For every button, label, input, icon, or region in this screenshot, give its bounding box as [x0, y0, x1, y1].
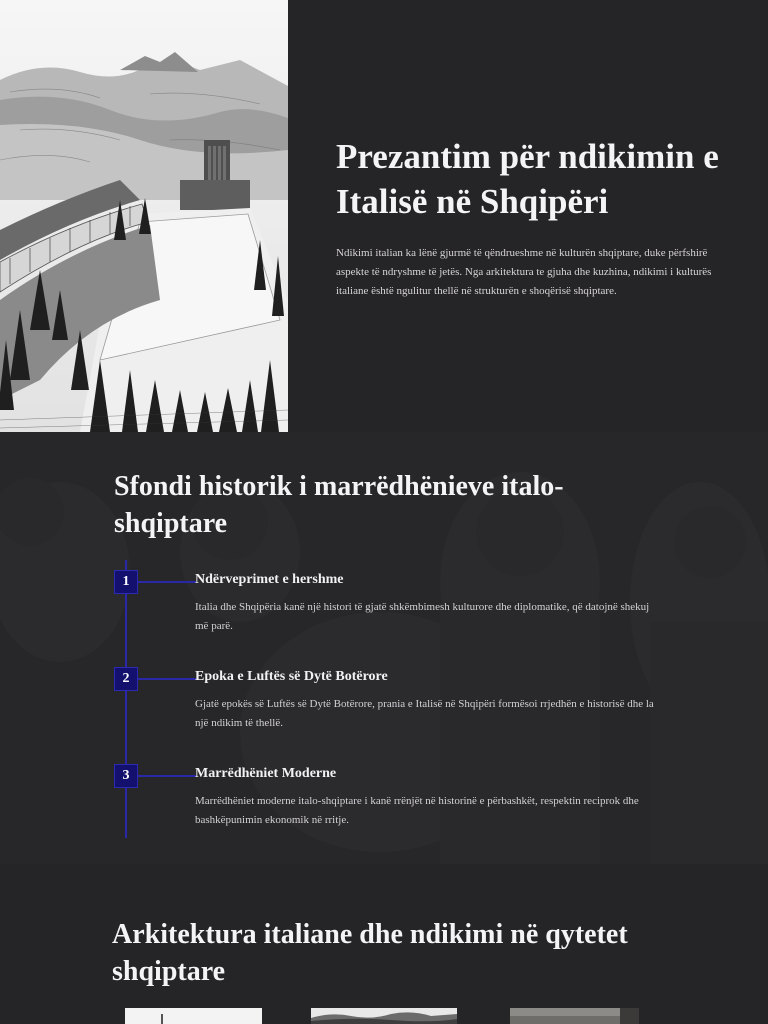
intro-section [0, 0, 768, 432]
timeline-connector [138, 581, 196, 583]
timeline-connector [138, 775, 196, 777]
timeline-number-badge: 2 [114, 667, 138, 691]
architecture-thumbnail-3 [510, 1008, 639, 1024]
architecture-section [0, 864, 768, 1024]
architecture-thumbnail-1 [125, 1008, 262, 1024]
page-title: Prezantim për ndikimin e Italisë në Shqipëri [336, 137, 719, 221]
timeline-number-badge: 3 [114, 764, 138, 788]
timeline-item-title: Epoka e Luftës së Dytë Botërore [195, 669, 388, 684]
timeline [114, 560, 674, 851]
timeline-item [114, 754, 674, 851]
timeline-item-title: Ndërveprimet e hershme [195, 572, 344, 587]
history-content [114, 468, 674, 851]
architecture-title: Arkitektura italiane dhe ndikimi në qytetet shqiptare [112, 919, 628, 987]
intro-text-block [336, 134, 726, 301]
history-title: Sfondi historik i marrëdhënieve italo-shqiptare [114, 471, 564, 539]
timeline-item-text: Marrëdhëniet moderne italo-shqiptare i kanë rrënjët në historinë e përbashkët, respektin reciprok dhe bashkëpunimin ekonomik në rritje. [195, 795, 639, 826]
intro-description: Ndikimi italian ka lënë gjurmë të qëndrueshme në kulturën shqiptare, duke përfshirë aspekte të ndryshme të jetës. Nga arkitektura te gjuha dhe kuzhina, ndikimi i kulturës italiane është ngulitur thellë në strukturën e shoqërisë shqiptare. [336, 247, 712, 297]
architectural-sketch-image [0, 0, 288, 433]
timeline-item-text: Italia dhe Shqipëria kanë një histori të gjatë shkëmbimesh kulturore dhe diplomatike, që datojnë shekuj më parë. [195, 601, 650, 632]
history-section [0, 432, 768, 864]
timeline-item-title: Marrëdhëniet Moderne [195, 766, 337, 781]
architecture-thumbnail-2 [311, 1008, 457, 1024]
timeline-item [114, 560, 674, 657]
timeline-item [114, 657, 674, 754]
timeline-number-badge: 1 [114, 570, 138, 594]
timeline-item-text: Gjatë epokës së Luftës së Dytë Botërore, prania e Italisë në Shqipëri formësoi rrjedhën e historisë dhe la një ndikim të thellë. [195, 698, 654, 729]
timeline-connector [138, 678, 196, 680]
